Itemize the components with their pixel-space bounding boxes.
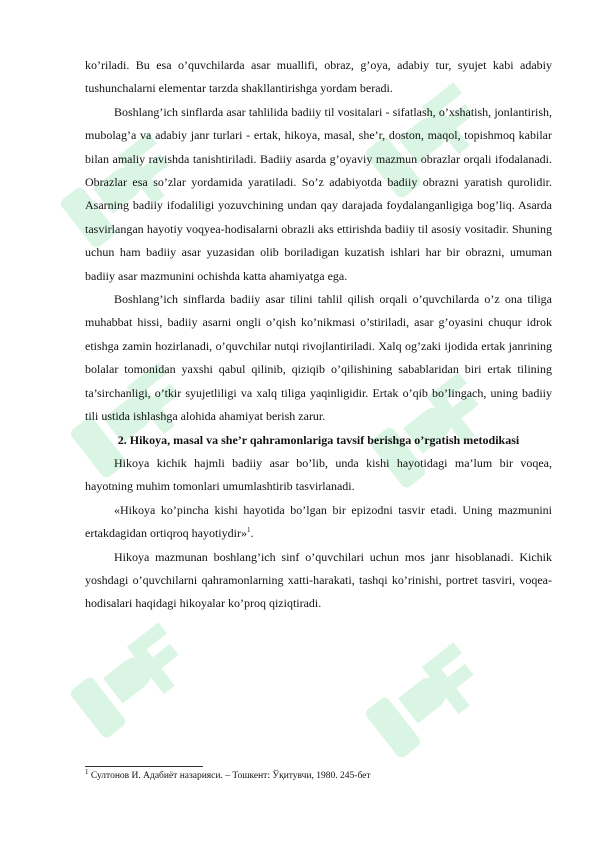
paragraph: Boshlang’ich sinflarda badiiy asar tilini tahlil qilish orqali o’quvchilarda o’z ona tiliga muhabbat hissi, badiiy asarni ongli o’qish ko’nikmasi o’stiriladi, asar g’oyasini chuqur idrok etishga zamin hozirlanadi, o’quvchilar nutqi rivojlantiriladi. Xalq og’zaki ijodida ertak janrining bolalar tomonidan yaxshi qabul qilinib, qiziqib o’qilishining sabablaridan biri ertak tilining ta’sirchanligi, o’tkir syujetliligi va xalq tiliga yaqinligidir. Ertak o’qib bo’lingach, uning badiiy tili ustida ishlashga alohida ahamiyat berish zarur. [85, 292, 552, 424]
footnote-text: Султонов И. Адабиёт назарияси. – Тошкент: Ўқитувчи, 1980. 245-бет [90, 771, 371, 781]
quote-text: «Hikoya ko’pincha kishi hayotida bo’lgan bir epizodni tasvir etadi. Uning mazmunini ertakdagidan ortiqroq hayotiydir» [85, 502, 552, 541]
section-heading: 2. Hikoya, masal va she’r qahramonlariga tavsif berishga o’rgatish metodikasi [117, 432, 520, 447]
footnote-divider [85, 766, 203, 767]
watermark-logo-icon [56, 610, 214, 761]
footnote [85, 767, 552, 783]
paragraph: Boshlang’ich sinflarda asar tahlilida badiiy til vositalari - sifatlash, o’xshatish, jonlantirish, mubolag’a va adabiy janr turlari - ertak, hikoya, masal, she’r, doston, maqol, topishmoq kabilar bilan amaliy ravishda tanishtiriladi. Badiiy asarda g’oyaviy mazmun obrazlar orqali ifodalanadi. Obrazlar esa so’zlar yordamida yaratiladi. So’z adabiyotda badiiy obrazni yaratish qurolidir. Asarning badiiy ifodaliligi yozuvchining undan qay darajada foydalanganligiga bog’liq. Asarda tasvirlangan hayotiy voqyea-hodisalarni obrazli aks ettirishda badiiy til asosiy vositadir. Shuning uchun ham badiiy asar yuzasidan olib boriladigan kuzatish ishlari har bir obrazni, umuman badiiy asar mazmunini ochishda katta ahamiyatga ega. [85, 104, 552, 283]
paragraph-quote: «Hikoya ko’pincha kishi hayotida bo’lgan bir epizodni tasvir etadi. Uning mazmunini ertakdagidan ortiqroq hayotiydir»$^1$. [85, 502, 552, 541]
footnote-number: 1 [85, 767, 89, 776]
paragraph: Hikoya kichik hajmli badiiy asar bo’lib, unda kishi hayotidagi ma’lum bir voqea, hayotning muhim tomonlari umumlashtirib tasvirlanadi. [85, 455, 552, 494]
footnote-reference[interactable]: 1 [246, 526, 251, 535]
paragraph: Hikoya mazmunan boshlang’ich sinf o’quvchilari uchun mos janr hisoblanadi. Kichik yoshdagi o’quvchilarni qahramonlarning xatti-harakati, tashqi ko’rinishi, portret tasviri, voqea-hodisalari haqidagi hikoyalar ko’proq qiziqtiradi. [85, 549, 552, 611]
page-body [85, 54, 552, 616]
paragraph-continued: ko’riladi. Bu esa o’quvchilarda asar muallifi, obraz, g’oya, adabiy tur, syujet kabi adabiy tushunchalarni elementar tarzda shakllantirishga yordam beradi. [85, 58, 552, 96]
watermark-logo-icon [351, 630, 509, 781]
